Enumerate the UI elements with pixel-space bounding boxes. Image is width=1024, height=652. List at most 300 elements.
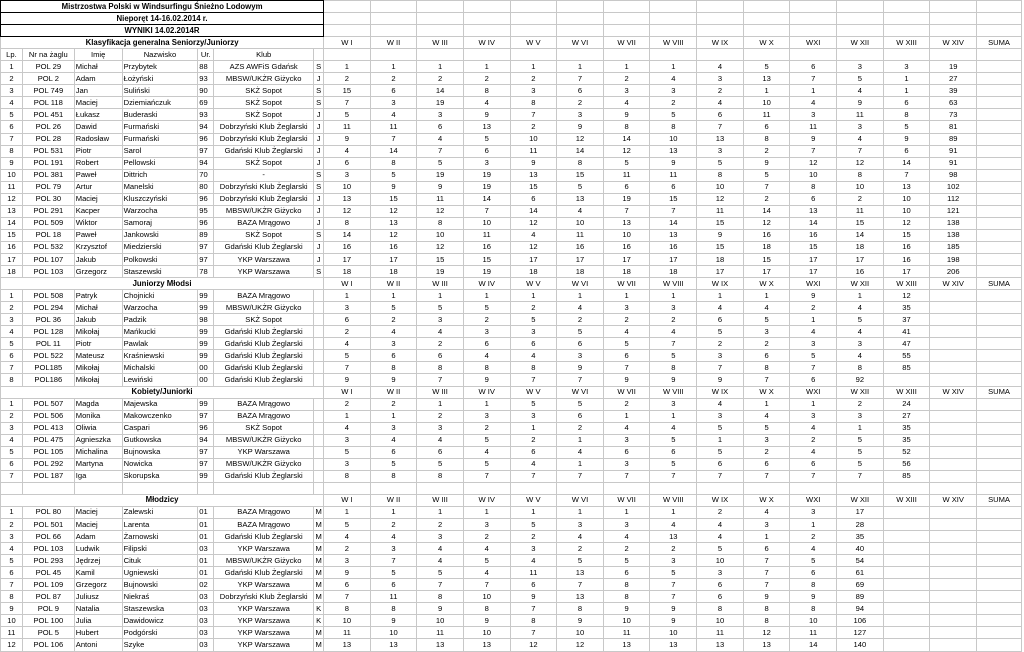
data-cell[interactable]: 5 <box>463 302 510 314</box>
data-cell[interactable]: Pellowski <box>122 157 198 169</box>
data-cell[interactable]: 5 <box>650 350 697 362</box>
data-cell[interactable]: 7 <box>1 362 23 374</box>
data-cell[interactable]: 3 <box>650 302 697 314</box>
data-cell[interactable] <box>314 314 324 326</box>
data-cell[interactable]: POL 413 <box>22 422 74 434</box>
data-cell[interactable]: 6 <box>603 181 650 193</box>
data-cell[interactable]: 15 <box>837 217 884 229</box>
data-cell[interactable]: 11 <box>463 229 510 241</box>
data-cell[interactable]: 7 <box>697 121 744 133</box>
data-cell[interactable]: 5 <box>510 519 557 531</box>
column-header[interactable]: WXI <box>790 386 837 398</box>
data-cell[interactable]: 3 <box>324 434 371 446</box>
data-cell[interactable] <box>314 338 324 350</box>
column-header[interactable]: W XIII <box>883 386 930 398</box>
data-cell[interactable]: 13 <box>557 591 604 603</box>
data-cell[interactable] <box>314 422 324 434</box>
data-cell[interactable]: Jakub <box>74 253 122 265</box>
data-cell[interactable]: Hubert <box>74 627 122 639</box>
data-cell[interactable]: 98 <box>930 169 977 181</box>
data-cell[interactable]: 11 <box>370 121 417 133</box>
data-cell[interactable]: 17 <box>650 253 697 265</box>
data-cell[interactable]: 18 <box>697 253 744 265</box>
data-cell[interactable] <box>977 422 1022 434</box>
data-cell[interactable]: 8 <box>417 470 464 482</box>
data-cell[interactable]: 4 <box>603 97 650 109</box>
empty-cell[interactable] <box>837 1 884 13</box>
data-cell[interactable]: POL 501 <box>22 519 74 531</box>
data-cell[interactable]: 99 <box>198 398 214 410</box>
data-cell[interactable]: 2 <box>603 73 650 85</box>
event-dates[interactable]: Nieporęt 14-16.02.2014 r. <box>1 13 324 25</box>
data-cell[interactable]: 9 <box>324 567 371 579</box>
data-cell[interactable]: 17 <box>557 253 604 265</box>
data-cell[interactable]: 1 <box>743 85 790 97</box>
data-cell[interactable]: 97 <box>198 458 214 470</box>
data-cell[interactable]: 2 <box>417 519 464 531</box>
data-cell[interactable]: Larenta <box>122 519 198 531</box>
data-cell[interactable]: 6 <box>557 85 604 97</box>
data-cell[interactable]: 2 <box>743 446 790 458</box>
data-cell[interactable]: 6 <box>510 193 557 205</box>
data-cell[interactable]: 10 <box>650 627 697 639</box>
data-cell[interactable]: 1 <box>417 290 464 302</box>
data-cell[interactable]: 85 <box>883 470 930 482</box>
data-cell[interactable]: 5 <box>417 567 464 579</box>
data-cell[interactable]: 10 <box>697 615 744 627</box>
data-cell[interactable]: 8 <box>463 603 510 615</box>
data-cell[interactable]: 2 <box>837 193 884 205</box>
data-cell[interactable]: 2 <box>557 543 604 555</box>
data-cell[interactable]: 88 <box>198 61 214 73</box>
data-cell[interactable]: Cituk <box>122 555 198 567</box>
data-cell[interactable]: Buderaski <box>122 109 198 121</box>
data-cell[interactable]: 6 <box>463 338 510 350</box>
data-cell[interactable]: 17 <box>510 253 557 265</box>
data-cell[interactable]: 19 <box>603 193 650 205</box>
data-cell[interactable]: 6 <box>370 579 417 591</box>
data-cell[interactable]: POL 532 <box>22 241 74 253</box>
data-cell[interactable] <box>314 446 324 458</box>
data-cell[interactable]: YKP Warszawa <box>214 446 314 458</box>
data-cell[interactable]: 8 <box>697 603 744 615</box>
data-cell[interactable]: 1 <box>370 290 417 302</box>
column-header[interactable]: W IV <box>463 386 510 398</box>
data-cell[interactable]: 3 <box>603 458 650 470</box>
data-cell[interactable]: 3 <box>557 350 604 362</box>
data-cell[interactable]: 7 <box>743 181 790 193</box>
empty-cell[interactable] <box>697 49 744 61</box>
column-header[interactable]: Klub <box>214 49 314 61</box>
data-cell[interactable]: 3 <box>510 326 557 338</box>
data-cell[interactable]: 3 <box>603 519 650 531</box>
data-cell[interactable] <box>977 434 1022 446</box>
data-cell[interactable]: 19 <box>417 169 464 181</box>
empty-cell[interactable] <box>650 49 697 61</box>
data-cell[interactable]: 4 <box>370 531 417 543</box>
column-header[interactable]: W XIV <box>930 494 977 506</box>
data-cell[interactable] <box>930 302 977 314</box>
data-cell[interactable]: 6 <box>883 145 930 157</box>
data-cell[interactable] <box>930 470 977 482</box>
data-cell[interactable]: 1 <box>790 398 837 410</box>
data-cell[interactable]: 7 <box>510 109 557 121</box>
data-cell[interactable]: 3 <box>837 61 884 73</box>
data-cell[interactable]: 10 <box>417 229 464 241</box>
data-cell[interactable]: 4 <box>463 543 510 555</box>
data-cell[interactable]: 12 <box>697 193 744 205</box>
column-header[interactable]: W X <box>743 37 790 49</box>
data-cell[interactable]: 6 <box>370 350 417 362</box>
column-header[interactable]: SUMA <box>977 386 1022 398</box>
data-cell[interactable] <box>314 302 324 314</box>
data-cell[interactable]: 2 <box>370 314 417 326</box>
data-cell[interactable]: Majewska <box>122 398 198 410</box>
data-cell[interactable]: Staszewska <box>122 603 198 615</box>
column-header[interactable]: WXI <box>790 494 837 506</box>
empty-cell[interactable] <box>790 482 837 494</box>
column-header[interactable]: W I <box>324 37 371 49</box>
empty-cell[interactable] <box>314 482 324 494</box>
data-cell[interactable]: 16 <box>650 241 697 253</box>
data-cell[interactable]: Piotr <box>74 145 122 157</box>
data-cell[interactable]: 13 <box>463 121 510 133</box>
data-cell[interactable]: 3 <box>697 350 744 362</box>
data-cell[interactable]: 2 <box>743 193 790 205</box>
column-header[interactable]: W III <box>417 37 464 49</box>
data-cell[interactable] <box>977 73 1022 85</box>
empty-cell[interactable] <box>417 25 464 37</box>
column-header[interactable]: W XII <box>837 37 884 49</box>
data-cell[interactable]: 99 <box>198 350 214 362</box>
data-cell[interactable]: 102 <box>930 181 977 193</box>
column-header[interactable]: W V <box>510 278 557 290</box>
data-cell[interactable]: 03 <box>198 591 214 603</box>
data-cell[interactable]: 41 <box>883 326 930 338</box>
data-cell[interactable]: 1 <box>790 519 837 531</box>
data-cell[interactable]: 16 <box>883 241 930 253</box>
data-cell[interactable]: S <box>314 181 324 193</box>
data-cell[interactable]: M <box>314 506 324 518</box>
data-cell[interactable]: 16 <box>557 241 604 253</box>
data-cell[interactable]: 2 <box>1 410 23 422</box>
data-cell[interactable]: 97 <box>198 410 214 422</box>
empty-cell[interactable] <box>510 13 557 25</box>
data-cell[interactable]: 9 <box>790 290 837 302</box>
data-cell[interactable]: 1 <box>603 410 650 422</box>
data-cell[interactable]: 7 <box>650 591 697 603</box>
data-cell[interactable]: 7 <box>790 362 837 374</box>
data-cell[interactable]: 2 <box>510 531 557 543</box>
empty-cell[interactable] <box>837 49 884 61</box>
data-cell[interactable]: 12 <box>557 133 604 145</box>
data-cell[interactable]: 16 <box>837 266 884 278</box>
data-cell[interactable]: BAZA Mrągowo <box>214 217 314 229</box>
data-cell[interactable]: 9 <box>603 374 650 386</box>
data-cell[interactable]: 8 <box>324 217 371 229</box>
data-cell[interactable]: 7 <box>603 205 650 217</box>
data-cell[interactable]: Samoraj <box>122 217 198 229</box>
column-header[interactable]: W IV <box>463 494 510 506</box>
data-cell[interactable]: 94 <box>198 434 214 446</box>
data-cell[interactable]: YKP Warszawa <box>214 543 314 555</box>
data-cell[interactable]: 8 <box>697 169 744 181</box>
data-cell[interactable]: 12 <box>557 639 604 651</box>
data-cell[interactable]: 37 <box>883 314 930 326</box>
data-cell[interactable]: 85 <box>883 362 930 374</box>
data-cell[interactable]: 4 <box>1 434 23 446</box>
data-cell[interactable]: 93 <box>198 73 214 85</box>
column-header[interactable]: W VIII <box>650 37 697 49</box>
data-cell[interactable]: 6 <box>697 591 744 603</box>
empty-cell[interactable] <box>650 25 697 37</box>
data-cell[interactable]: 4 <box>603 531 650 543</box>
data-cell[interactable]: 16 <box>324 241 371 253</box>
data-cell[interactable]: 1 <box>370 506 417 518</box>
data-cell[interactable]: J <box>314 253 324 265</box>
data-cell[interactable]: 4 <box>837 302 884 314</box>
data-cell[interactable]: Grzegorz <box>74 579 122 591</box>
data-cell[interactable]: 4 <box>324 422 371 434</box>
data-cell[interactable] <box>883 555 930 567</box>
empty-cell[interactable] <box>510 482 557 494</box>
data-cell[interactable]: AZS AWFiS Gdańsk <box>214 61 314 73</box>
empty-cell[interactable] <box>557 1 604 13</box>
data-cell[interactable]: POL 9 <box>22 603 74 615</box>
data-cell[interactable]: Agnieszka <box>74 434 122 446</box>
data-cell[interactable]: POL 87 <box>22 591 74 603</box>
data-cell[interactable]: 15 <box>883 229 930 241</box>
data-cell[interactable]: 16 <box>743 229 790 241</box>
data-cell[interactable]: 27 <box>930 73 977 85</box>
data-cell[interactable]: 3 <box>417 531 464 543</box>
data-cell[interactable]: 1 <box>557 290 604 302</box>
data-cell[interactable]: 5 <box>324 446 371 458</box>
data-cell[interactable] <box>883 543 930 555</box>
data-cell[interactable] <box>977 290 1022 302</box>
data-cell[interactable]: BAZA Mrągowo <box>214 398 314 410</box>
data-cell[interactable]: Gdański Klub Żeglarski <box>214 362 314 374</box>
data-cell[interactable]: POL 508 <box>22 290 74 302</box>
data-cell[interactable]: 10 <box>510 133 557 145</box>
data-cell[interactable]: Dawid <box>74 121 122 133</box>
data-cell[interactable]: 11 <box>1 627 23 639</box>
column-header[interactable]: Nazwisko <box>122 49 198 61</box>
data-cell[interactable]: 1 <box>603 290 650 302</box>
data-cell[interactable]: 1 <box>1 290 23 302</box>
data-cell[interactable]: 9 <box>463 374 510 386</box>
data-cell[interactable]: 7 <box>790 470 837 482</box>
data-cell[interactable] <box>977 410 1022 422</box>
data-cell[interactable]: M <box>314 579 324 591</box>
data-cell[interactable]: 1 <box>650 61 697 73</box>
data-cell[interactable] <box>977 61 1022 73</box>
data-cell[interactable]: 4 <box>743 506 790 518</box>
data-cell[interactable]: 91 <box>930 157 977 169</box>
column-header[interactable]: W I <box>324 278 371 290</box>
column-header[interactable]: W IX <box>697 278 744 290</box>
data-cell[interactable]: 6 <box>883 97 930 109</box>
data-cell[interactable]: Julia <box>74 615 122 627</box>
data-cell[interactable]: Dziemiańczuk <box>122 97 198 109</box>
data-cell[interactable] <box>883 374 930 386</box>
column-header[interactable]: WXI <box>790 278 837 290</box>
data-cell[interactable]: 13 <box>324 193 371 205</box>
data-cell[interactable]: 9 <box>324 374 371 386</box>
data-cell[interactable]: Furmański <box>122 121 198 133</box>
data-cell[interactable]: 2 <box>650 314 697 326</box>
data-cell[interactable]: J <box>314 121 324 133</box>
data-cell[interactable]: 1 <box>883 85 930 97</box>
data-cell[interactable]: POL 187 <box>22 470 74 482</box>
data-cell[interactable]: 1 <box>650 410 697 422</box>
data-cell[interactable]: 5 <box>370 302 417 314</box>
data-cell[interactable]: 11 <box>510 567 557 579</box>
data-cell[interactable]: Maciej <box>74 519 122 531</box>
data-cell[interactable]: 10 <box>557 627 604 639</box>
data-cell[interactable]: 4 <box>463 97 510 109</box>
data-cell[interactable]: 13 <box>370 639 417 651</box>
data-cell[interactable]: 15 <box>557 169 604 181</box>
data-cell[interactable]: 94 <box>198 121 214 133</box>
data-cell[interactable]: 3 <box>324 169 371 181</box>
data-cell[interactable]: 16 <box>790 229 837 241</box>
column-header[interactable]: W XIII <box>883 278 930 290</box>
data-cell[interactable] <box>930 531 977 543</box>
data-cell[interactable]: 4 <box>837 326 884 338</box>
data-cell[interactable]: 11 <box>557 229 604 241</box>
empty-cell[interactable] <box>370 1 417 13</box>
data-cell[interactable]: 1 <box>557 434 604 446</box>
data-cell[interactable]: 35 <box>883 434 930 446</box>
data-cell[interactable]: 3 <box>743 434 790 446</box>
data-cell[interactable]: 17 <box>837 253 884 265</box>
data-cell[interactable]: 93 <box>198 109 214 121</box>
data-cell[interactable]: 61 <box>837 567 884 579</box>
data-cell[interactable]: 5 <box>463 555 510 567</box>
data-cell[interactable]: SKŻ Sopot <box>214 97 314 109</box>
data-cell[interactable]: 5 <box>370 567 417 579</box>
data-cell[interactable]: 14 <box>650 217 697 229</box>
data-cell[interactable]: POL 18 <box>22 229 74 241</box>
data-cell[interactable]: 14 <box>790 639 837 651</box>
data-cell[interactable]: Dittrich <box>122 169 198 181</box>
data-cell[interactable]: 6 <box>463 145 510 157</box>
data-cell[interactable]: 5 <box>557 326 604 338</box>
data-cell[interactable] <box>930 374 977 386</box>
data-cell[interactable]: 9 <box>650 157 697 169</box>
data-cell[interactable]: 3 <box>790 109 837 121</box>
data-cell[interactable]: 2 <box>417 410 464 422</box>
data-cell[interactable]: POL 106 <box>22 639 74 651</box>
data-cell[interactable]: 10 <box>1 169 23 181</box>
column-header[interactable]: W VI <box>557 278 604 290</box>
data-cell[interactable]: 12 <box>837 157 884 169</box>
empty-cell[interactable] <box>790 25 837 37</box>
data-cell[interactable]: Przybytek <box>122 61 198 73</box>
data-cell[interactable]: Podgórski <box>122 627 198 639</box>
data-cell[interactable]: 12 <box>790 157 837 169</box>
data-cell[interactable]: 16 <box>463 241 510 253</box>
data-cell[interactable]: 1 <box>557 61 604 73</box>
data-cell[interactable]: 5 <box>463 133 510 145</box>
empty-cell[interactable] <box>463 1 510 13</box>
data-cell[interactable]: 3 <box>650 85 697 97</box>
data-cell[interactable]: 94 <box>198 157 214 169</box>
data-cell[interactable]: 138 <box>930 229 977 241</box>
data-cell[interactable]: Michalina <box>74 446 122 458</box>
empty-cell[interactable] <box>743 13 790 25</box>
data-cell[interactable]: 16 <box>370 241 417 253</box>
data-cell[interactable]: 13 <box>463 639 510 651</box>
empty-cell[interactable] <box>603 13 650 25</box>
data-cell[interactable]: 9 <box>557 615 604 627</box>
data-cell[interactable]: 19 <box>417 97 464 109</box>
data-cell[interactable]: Wiktor <box>74 217 122 229</box>
data-cell[interactable]: 9 <box>510 591 557 603</box>
data-cell[interactable]: 13 <box>650 229 697 241</box>
data-cell[interactable]: 18 <box>510 266 557 278</box>
data-cell[interactable]: 5 <box>837 434 884 446</box>
data-cell[interactable]: 11 <box>603 169 650 181</box>
data-cell[interactable]: 39 <box>930 85 977 97</box>
data-cell[interactable]: 10 <box>603 229 650 241</box>
data-cell[interactable]: POL 80 <box>22 506 74 518</box>
data-cell[interactable]: 3 <box>790 506 837 518</box>
data-cell[interactable] <box>977 253 1022 265</box>
data-cell[interactable]: 6 <box>370 85 417 97</box>
data-cell[interactable]: 15 <box>370 193 417 205</box>
data-cell[interactable]: Skorupska <box>122 470 198 482</box>
data-cell[interactable] <box>977 350 1022 362</box>
data-cell[interactable]: 5 <box>697 422 744 434</box>
data-cell[interactable]: 8 <box>463 85 510 97</box>
data-cell[interactable]: 6 <box>743 121 790 133</box>
data-cell[interactable] <box>977 193 1022 205</box>
data-cell[interactable]: 14 <box>603 133 650 145</box>
empty-cell[interactable] <box>603 25 650 37</box>
data-cell[interactable]: 17 <box>743 266 790 278</box>
data-cell[interactable]: POL186 <box>22 374 74 386</box>
empty-cell[interactable] <box>603 482 650 494</box>
data-cell[interactable]: 17 <box>603 253 650 265</box>
data-cell[interactable]: Dobrzyński Klub Żeglarski <box>214 193 314 205</box>
data-cell[interactable]: 2 <box>790 434 837 446</box>
data-cell[interactable] <box>930 434 977 446</box>
column-header[interactable]: W III <box>417 278 464 290</box>
data-cell[interactable]: 14 <box>557 145 604 157</box>
empty-cell[interactable] <box>557 13 604 25</box>
data-cell[interactable]: 11 <box>417 193 464 205</box>
data-cell[interactable]: BAZA Mrągowo <box>214 506 314 518</box>
data-cell[interactable]: Kluszczyński <box>122 193 198 205</box>
data-cell[interactable]: 9 <box>883 133 930 145</box>
data-cell[interactable]: 78 <box>198 266 214 278</box>
data-cell[interactable]: POL 11 <box>22 338 74 350</box>
data-cell[interactable]: 01 <box>198 519 214 531</box>
data-cell[interactable]: POL 5 <box>22 627 74 639</box>
data-cell[interactable] <box>977 302 1022 314</box>
data-cell[interactable]: 1 <box>510 61 557 73</box>
data-cell[interactable]: M <box>314 639 324 651</box>
data-cell[interactable] <box>977 555 1022 567</box>
column-header[interactable]: WXI <box>790 37 837 49</box>
data-cell[interactable]: 17 <box>324 253 371 265</box>
data-cell[interactable]: 7 <box>557 73 604 85</box>
data-cell[interactable]: 99 <box>198 326 214 338</box>
empty-cell[interactable] <box>463 25 510 37</box>
data-cell[interactable]: 4 <box>510 458 557 470</box>
